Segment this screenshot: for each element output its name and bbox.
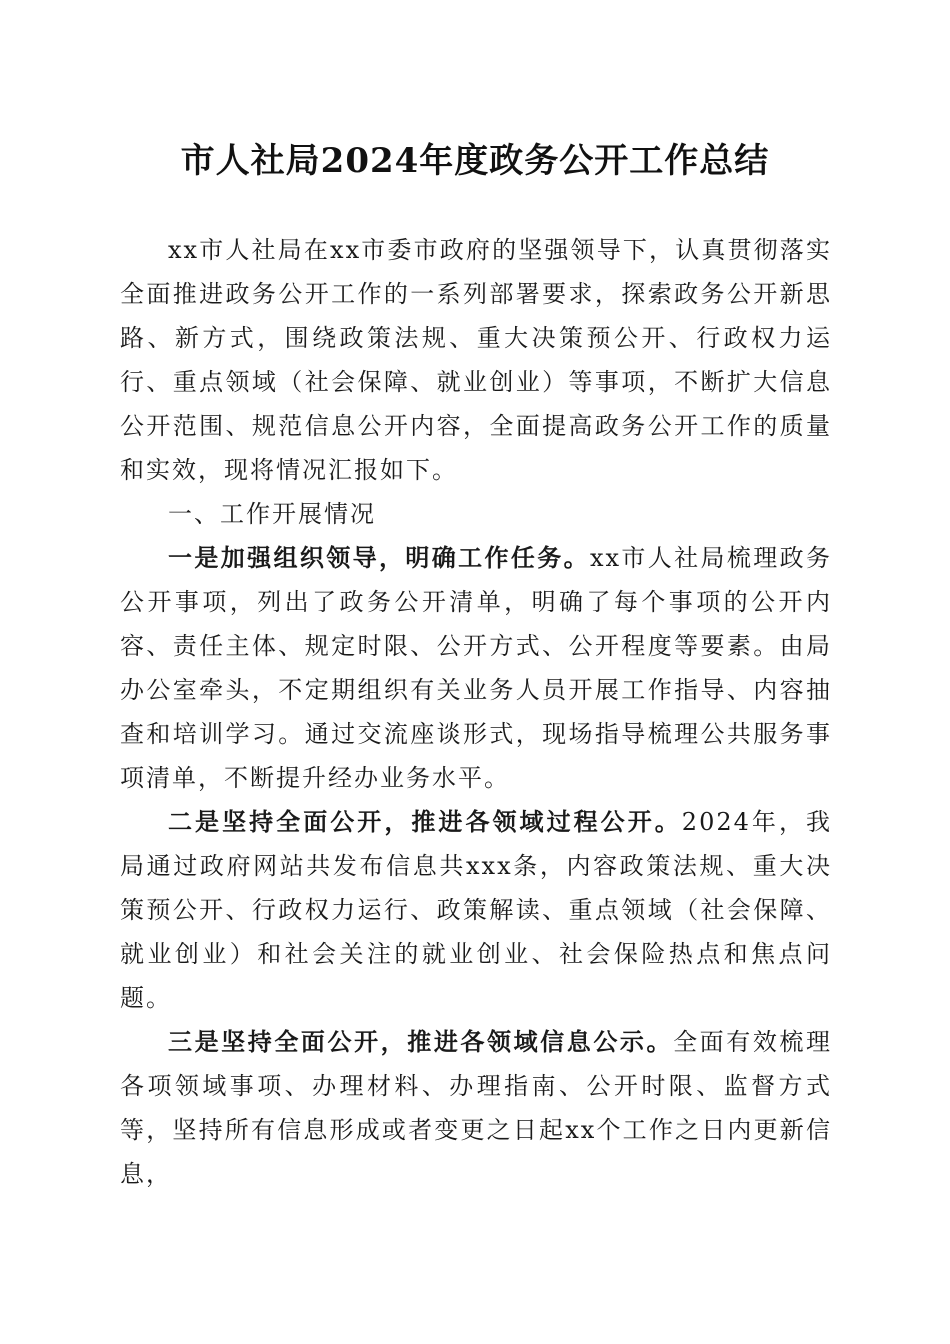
item-lead-3: 三是坚持全面公开，推进各领域信息公示。: [168, 1027, 674, 1056]
item-paragraph-3: [120, 1020, 832, 1196]
item-paragraph-2: [120, 800, 832, 1020]
section-heading: 一、工作开展情况: [168, 500, 376, 528]
item-text-2: 2024年，我局通过政府网站共发布信息共xxx条，内容政策法规、重大决策预公开、行政权力运行、政策解读、重点领域（社会保障、就业创业）和社会关注的就业创业、社会保险热点和焦点问题。: [120, 808, 833, 1012]
intro-paragraph: xx市人社局在xx市委市政府的坚强领导下，认真贯彻落实全面推进政务公开工作的一系列部署要求，探索政务公开新思路、新方式，围绕政策法规、重大决策预公开、行政权力运行、重点领域（社会保障、就业创业）等事项，不断扩大信息公开范围、规范信息公开内容，全面提高政务公开工作的质量和实效，现将情况汇报如下。: [120, 236, 832, 484]
item-lead-1: 一是加强组织领导，明确工作任务。: [168, 543, 590, 572]
item-lead-2: 二是坚持全面公开，推进各领域过程公开。: [168, 807, 682, 836]
item-paragraph-1: [120, 536, 832, 800]
document-body: [120, 228, 832, 1196]
document-title: 市人社局2024年度政务公开工作总结: [180, 141, 770, 181]
item-text-1: xx市人社局梳理政务公开事项，列出了政务公开清单，明确了每个事项的公开内容、责任主体、规定时限、公开方式、公开程度等要素。由局办公室牵头，不定期组织有关业务人员开展工作指导、内容抽查和培训学习。通过交流座谈形式，现场指导梳理公共服务事项清单，不断提升经办业务水平。: [120, 544, 832, 792]
item-text-3: 全面有效梳理各项领域事项、办理材料、办理指南、公开时限、监督方式等，坚持所有信息形成或者变更之日起xx个工作之日内更新信息，: [120, 1028, 833, 1188]
